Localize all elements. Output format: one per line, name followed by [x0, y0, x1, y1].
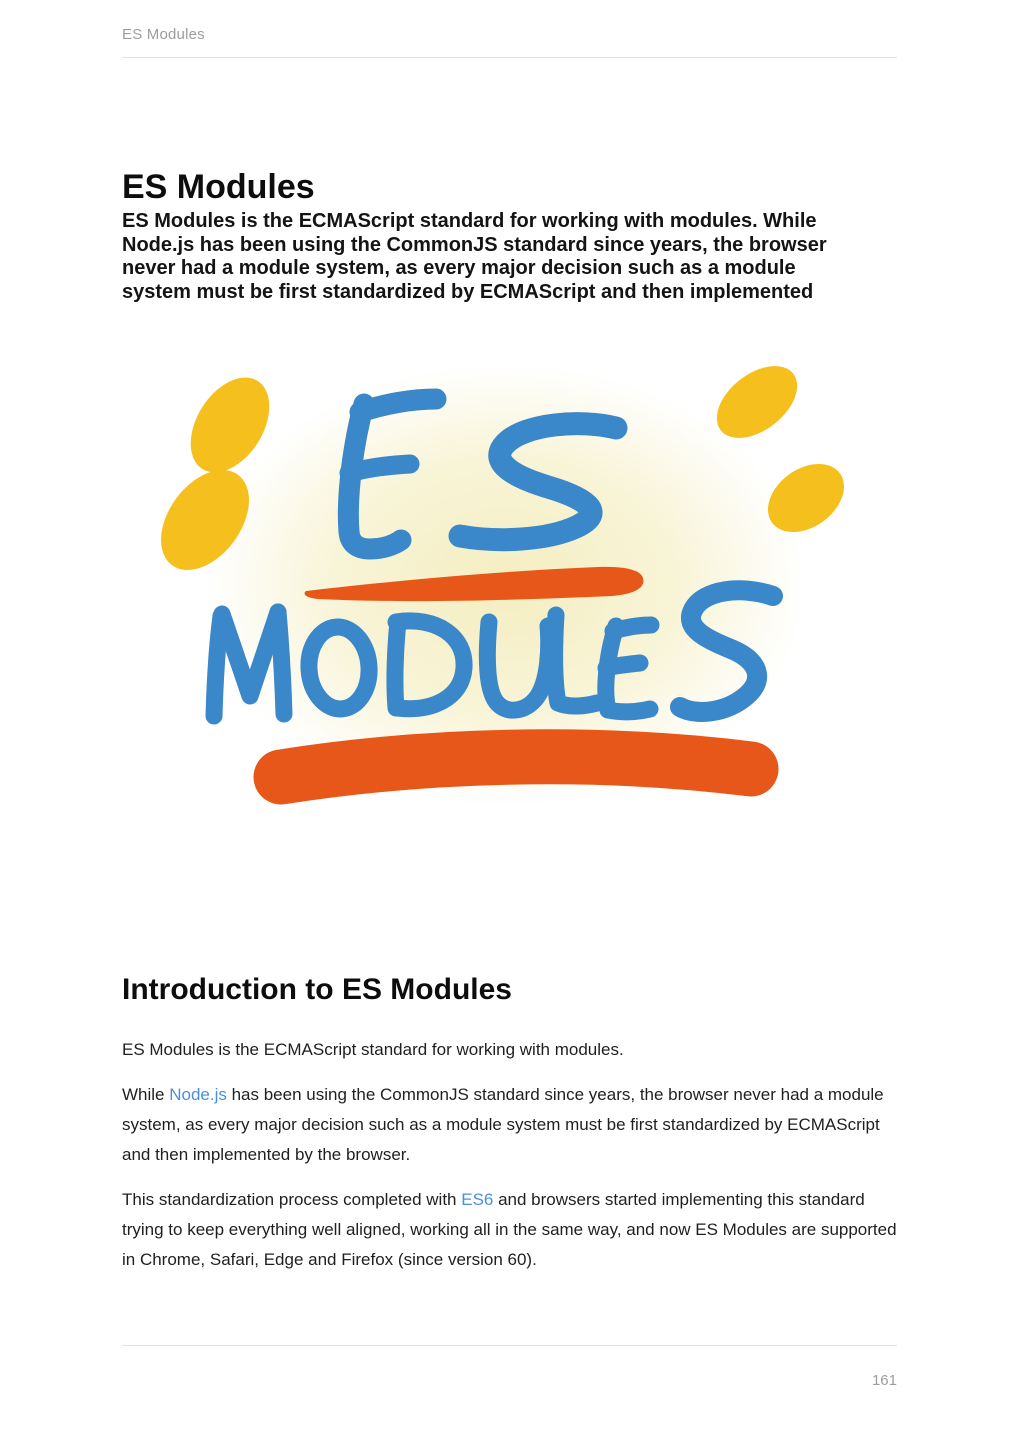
page-title: ES Modules	[122, 167, 315, 206]
running-header-title: ES Modules	[122, 26, 205, 43]
orange-underline-bottom	[281, 757, 751, 777]
section-heading: Introduction to ES Modules	[122, 972, 512, 1006]
text-run: This standardization process completed with	[122, 1190, 462, 1209]
page-number: 161	[871, 1372, 897, 1389]
paragraph	[122, 1035, 904, 1065]
paragraph	[122, 1080, 904, 1170]
header-divider	[122, 57, 897, 58]
es-modules-illustration	[155, 355, 865, 905]
footer-divider	[122, 1345, 897, 1346]
text-run: ES Modules is the ECMAScript standard for working with modules.	[122, 1040, 624, 1059]
text-run: and browsers started implementing this standard trying to keep everything well aligned, working all in the same way, and now ES Modules are supported in Chrome, Safari, Edge and Firefox (since version 60).	[122, 1190, 897, 1269]
inline-link-es6[interactable]: ES6	[461, 1190, 494, 1209]
inline-link-node-js[interactable]: Node.js	[169, 1085, 227, 1104]
lead-paragraph: ES Modules is the ECMAScript standard for working with modules. While Node.js has been using the CommonJS standard since years, the browser never had a module system, as every major decision such as a module system must be first standardized by ECMAScript and then implemented	[122, 210, 827, 303]
text-run: While	[122, 1085, 170, 1104]
text-run: has been using the CommonJS standard since years, the browser never had a module system, as every major decision such as a module system must be first standardized by ECMAScript and then implemented by the browser.	[122, 1085, 884, 1164]
paragraph	[122, 1185, 904, 1275]
